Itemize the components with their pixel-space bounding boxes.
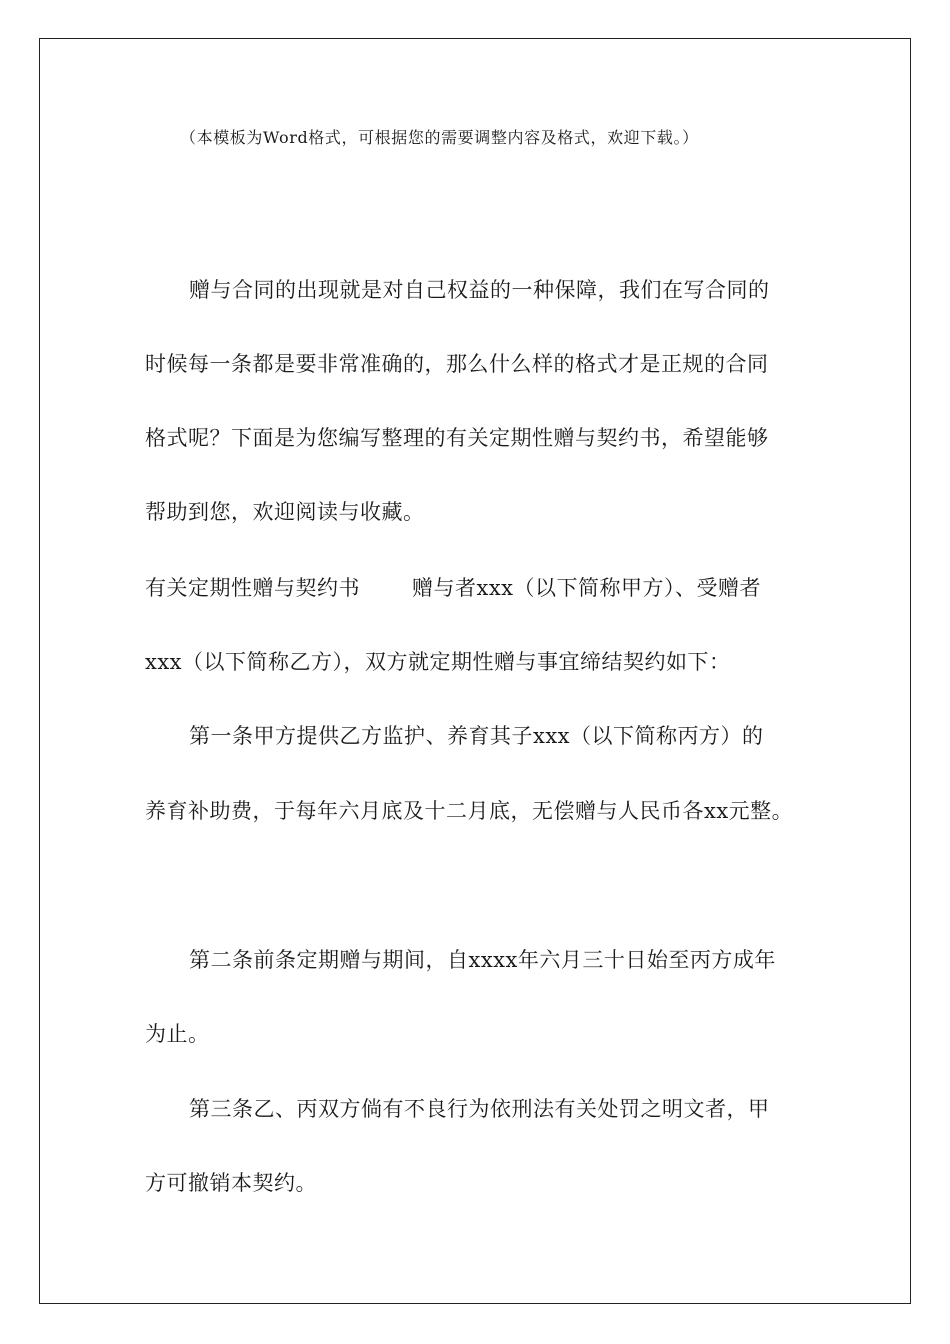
- article-2-line-1: 第二条前条定期赠与期间，自xxxx年六月三十日始至丙方成年: [189, 948, 776, 972]
- contract-title: 有关定期性赠与契约书: [145, 576, 360, 600]
- intro-line-4: 帮助到您，欢迎阅读与收藏。: [145, 500, 425, 524]
- parties-line-1: 赠与者xxx（以下简称甲方）、受赠者: [412, 576, 762, 600]
- article-3-line-1: 第三条乙、丙双方倘有不良行为依刑法有关处罚之明文者，甲: [189, 1097, 770, 1121]
- template-note: （本模板为Word格式，可根据您的需要调整内容及格式，欢迎下载。）: [180, 128, 699, 147]
- intro-line-3: 格式呢？下面是为您编写整理的有关定期性赠与契约书，希望能够: [145, 426, 769, 450]
- intro-line-1: 赠与合同的出现就是对自己权益的一种保障，我们在写合同的: [189, 278, 770, 302]
- article-2-line-2: 为止。: [145, 1022, 210, 1046]
- article-3-line-2: 方可撤销本契约。: [145, 1171, 317, 1195]
- article-1-line-1: 第一条甲方提供乙方监护、养育其子xxx（以下简称丙方）的: [189, 724, 764, 748]
- parties-line-2: xxx（以下简称乙方），双方就定期性赠与事宜缔结契约如下：: [145, 650, 731, 674]
- article-1-line-2: 养育补助费，于每年六月底及十二月底，无偿赠与人民币各xx元整。: [145, 799, 794, 823]
- intro-line-2: 时候每一条都是要非常准确的，那么什么样的格式才是正规的合同: [145, 352, 769, 376]
